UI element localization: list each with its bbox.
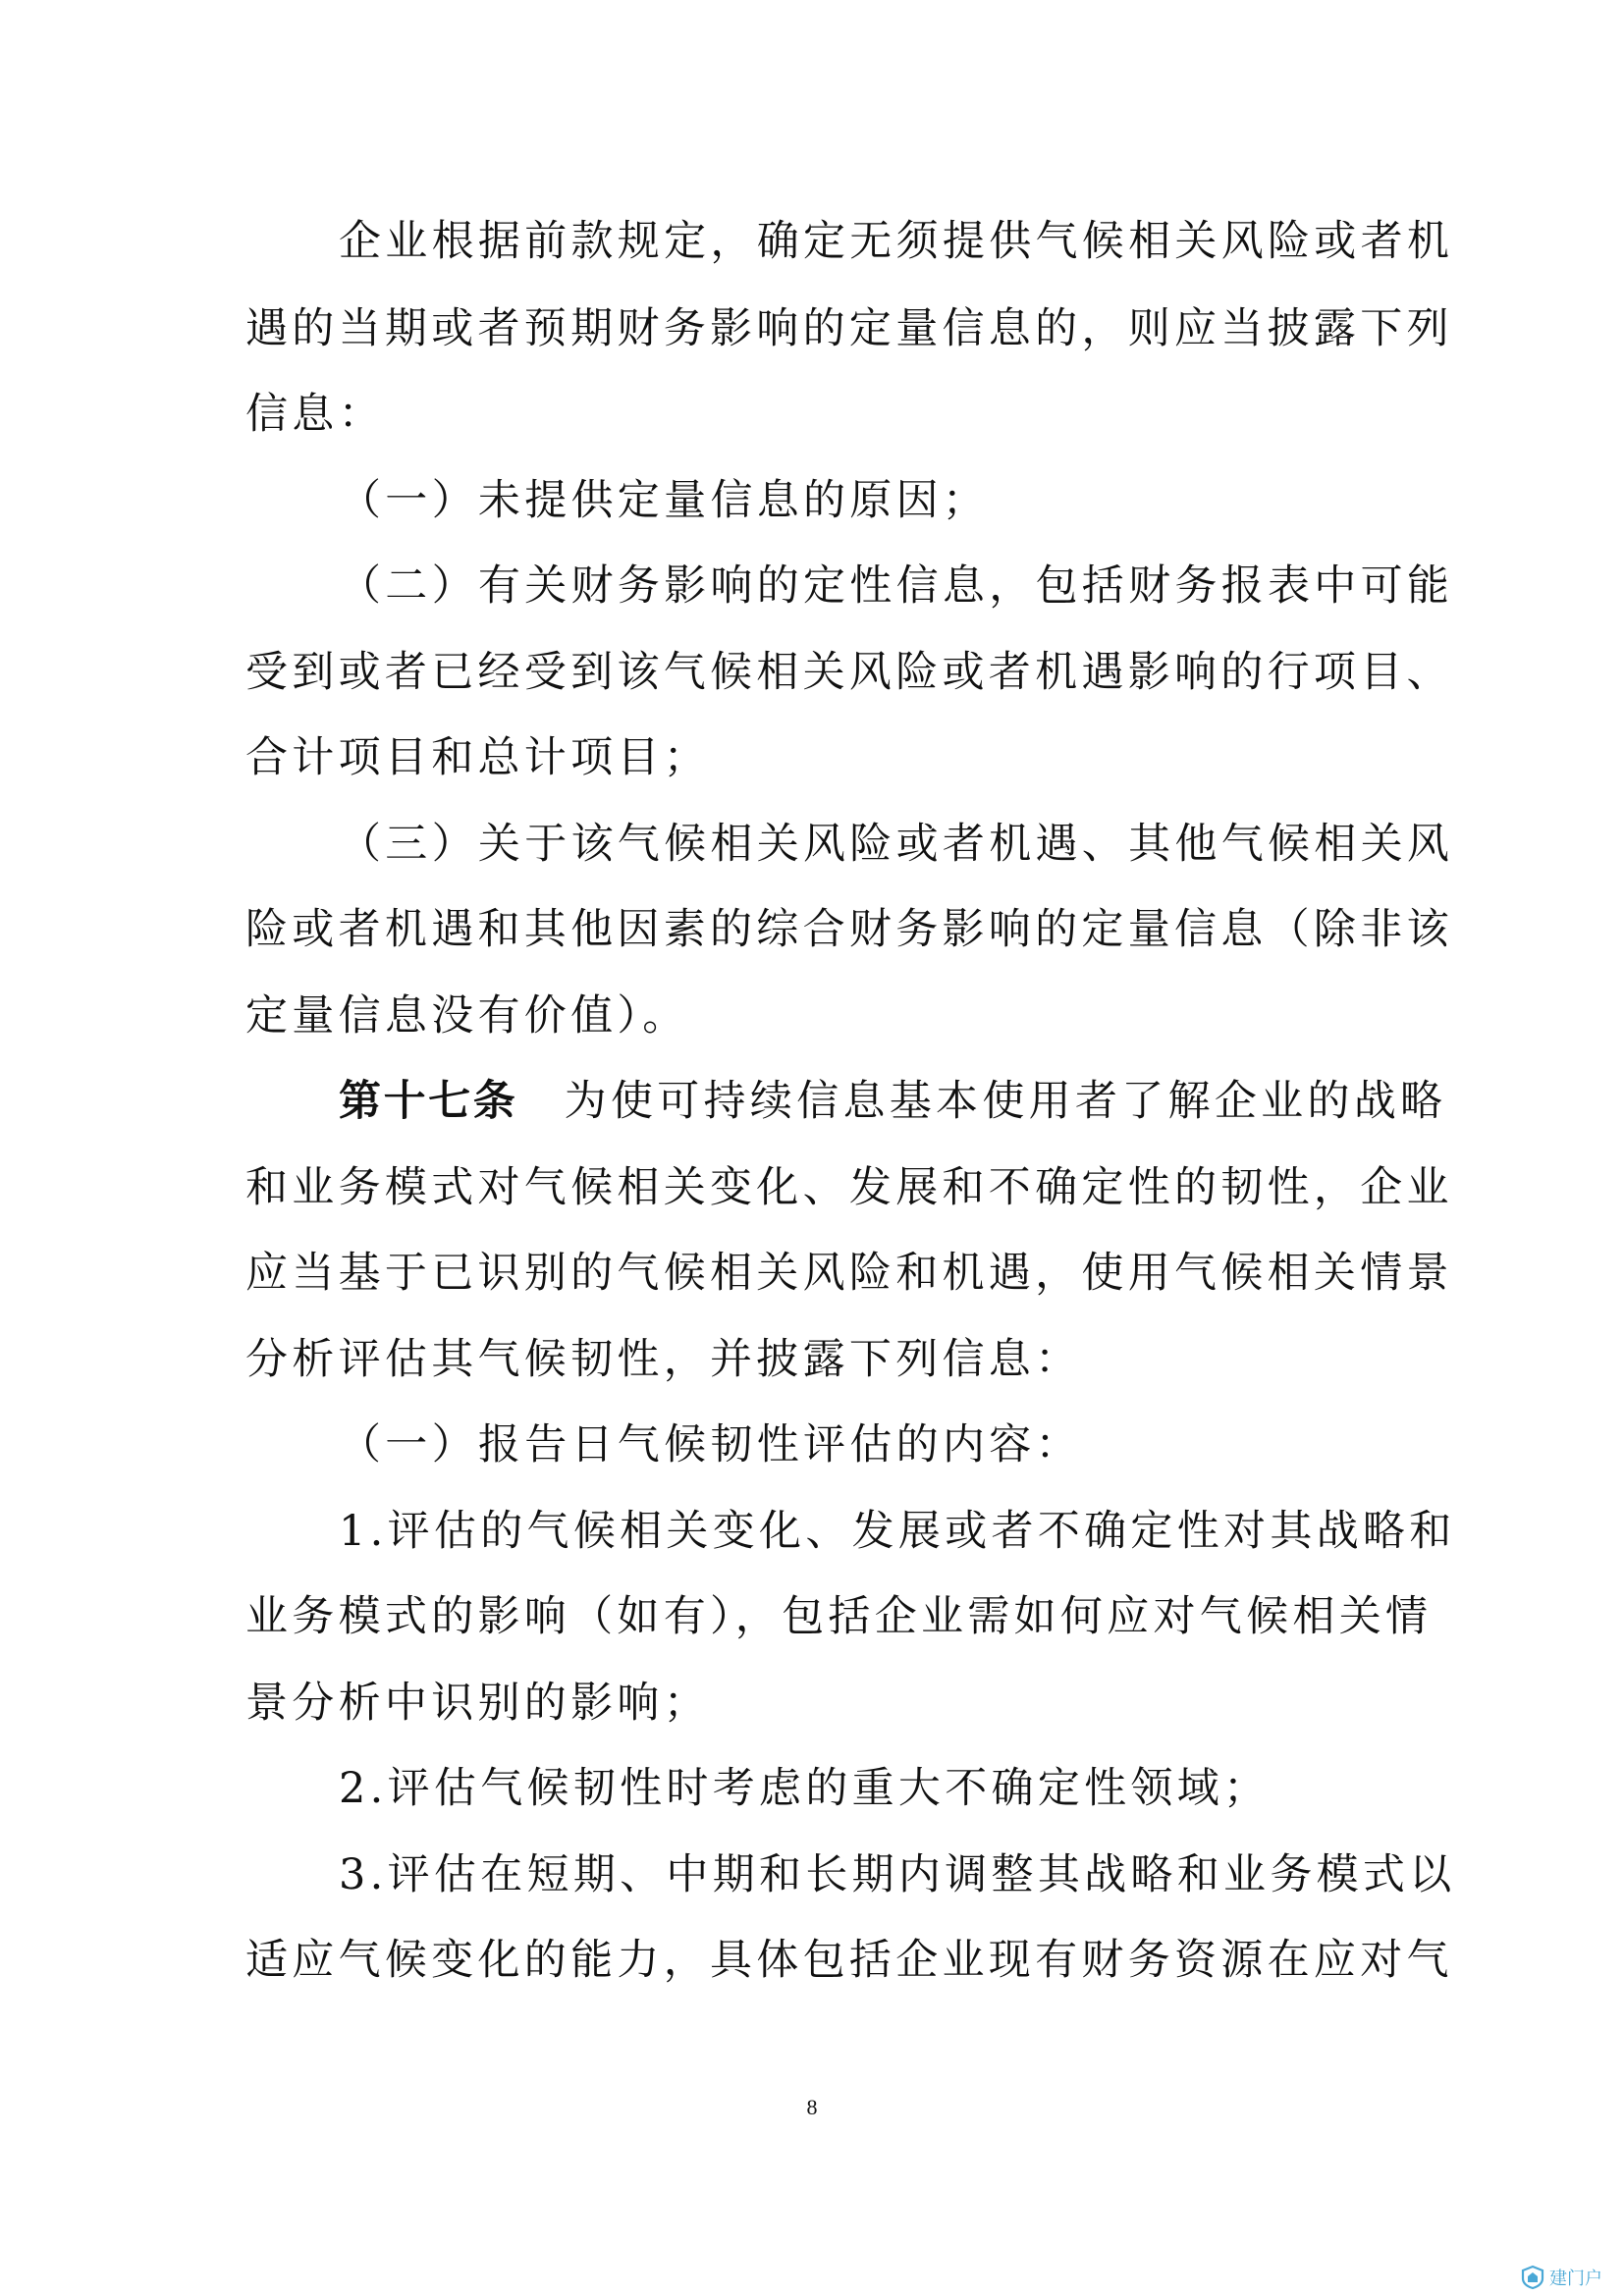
paragraph-line: 业务模式的影响（如有），包括企业需如何应对气候相关情: [245, 1592, 1433, 1641]
page-number: 8: [806, 2095, 818, 2119]
watermark-text: 建门户: [1549, 2269, 1602, 2289]
list-item: 1.评估的气候相关变化、发展或者不确定性对其战略和: [339, 1507, 1456, 1556]
paragraph-line: 适应气候变化的能力，具体包括企业现有财务资源在应对气: [245, 1936, 1453, 1985]
article-heading: 第十七条: [339, 1077, 518, 1126]
paragraph-line: 定量信息没有价值）。: [245, 991, 689, 1041]
paragraph-line: 企业根据前款规定，确定无须提供气候相关风险或者机: [339, 217, 1454, 266]
paragraph-line: 分析评估其气候韧性，并披露下列信息：: [245, 1335, 1082, 1384]
paragraph-line: 景分析中识别的影响；: [245, 1679, 710, 1728]
list-item: （一）报告日气候韧性评估的内容：: [339, 1420, 1082, 1469]
list-item: 3.评估在短期、中期和长期内调整其战略和业务模式以: [339, 1850, 1456, 1899]
paragraph-line: 遇的当期或者预期财务影响的定量信息的，则应当披露下列: [245, 304, 1453, 353]
article-paragraph: [339, 1072, 1446, 1131]
logo-icon: [1520, 2265, 1545, 2290]
paragraph-line: 和业务模式对气候相关变化、发展和不确定性的韧性，企业: [245, 1163, 1453, 1212]
watermark: [1520, 2263, 1602, 2292]
paragraph-text: 为使可持续信息基本使用者了解企业的战略: [564, 1077, 1447, 1126]
list-item: （二）有关财务影响的定性信息，包括财务报表中可能: [339, 561, 1454, 611]
list-item: （一）未提供定量信息的原因；: [339, 476, 990, 525]
list-item: （三）关于该气候相关风险或者机遇、其他气候相关风: [339, 820, 1454, 869]
paragraph-line: 受到或者已经受到该气候相关风险或者机遇影响的行项目、: [245, 648, 1453, 697]
paragraph-line: 应当基于已识别的气候相关风险和机遇，使用气候相关情景: [245, 1249, 1453, 1298]
paragraph-line: 合计项目和总计项目；: [245, 733, 710, 782]
paragraph-line: 险或者机遇和其他因素的综合财务影响的定量信息（除非该: [245, 905, 1453, 954]
list-item: 2.评估气候韧性时考虑的重大不确定性领域；: [339, 1764, 1271, 1813]
paragraph-line: 信息：: [245, 390, 385, 439]
